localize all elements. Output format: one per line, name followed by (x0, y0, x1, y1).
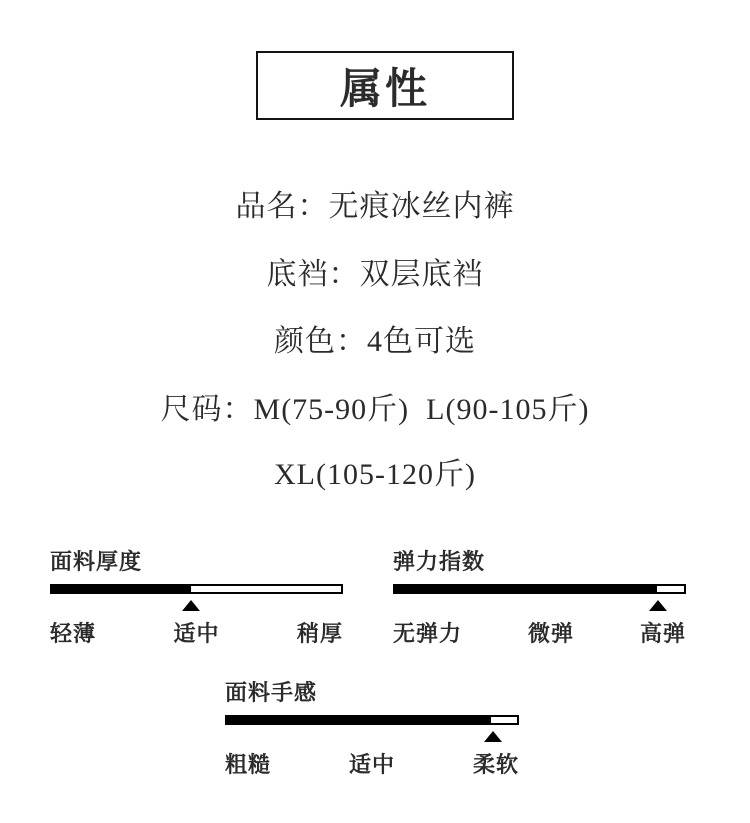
attributes-title: 属性 (339, 66, 430, 113)
spec-size-row-2: XL(105-120斤) (274, 458, 476, 491)
gauge-elasticity-index (393, 545, 686, 650)
gauge-scale-labels (225, 748, 519, 779)
gauge-scale-labels (50, 617, 343, 648)
attributes-title-box (256, 51, 514, 120)
spec-crotch: 底裆：双层底裆 (266, 258, 484, 291)
gauge-title: 面料厚度 (50, 549, 143, 574)
spec-product-name: 品名：无痕冰丝内裤 (235, 190, 515, 223)
gauge-scale-label-low: 粗糙 (225, 752, 272, 777)
gauge-fabric-thickness (50, 545, 343, 650)
spec-size-row-1: 尺码：M(75-90斤) L(90-105斤) (160, 393, 590, 426)
gauge-fabric-feel (225, 676, 519, 781)
gauge-marker-triangle-icon (484, 731, 502, 742)
spec-color: 颜色：4色可选 (274, 325, 476, 358)
gauge-bar-fill (227, 717, 491, 723)
gauge-bar (393, 584, 686, 594)
gauge-scale-label-high: 高弹 (639, 621, 686, 646)
gauge-scale-label-high: 柔软 (472, 752, 519, 777)
gauge-bar-fill (52, 586, 191, 592)
gauge-bar (225, 715, 519, 725)
gauge-title: 弹力指数 (393, 549, 486, 574)
gauge-marker-triangle-icon (182, 600, 200, 611)
gauge-scale-label-low: 轻薄 (50, 621, 97, 646)
gauge-title: 面料手感 (225, 680, 318, 705)
gauge-bar (50, 584, 343, 594)
gauge-scale-label-mid: 适中 (348, 752, 395, 777)
gauge-scale-label-mid: 微弹 (527, 621, 574, 646)
gauge-marker-triangle-icon (649, 600, 667, 611)
gauge-scale-label-low: 无弹力 (393, 621, 463, 646)
gauge-scale-labels (393, 617, 686, 648)
gauge-scale-label-high: 稍厚 (296, 621, 343, 646)
gauge-scale-label-mid: 适中 (173, 621, 220, 646)
gauge-bar-fill (395, 586, 657, 592)
